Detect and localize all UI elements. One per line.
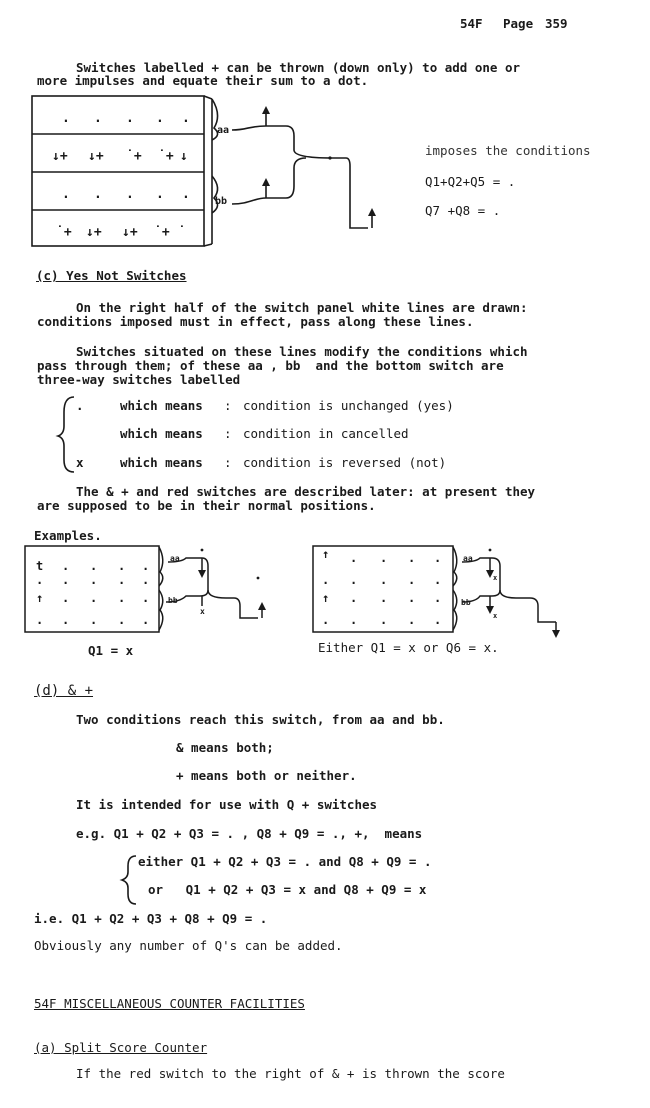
- svg-text:.: .: [380, 573, 388, 587]
- panel1-cell: .: [62, 187, 70, 202]
- panel1-condition-1: Q1+Q2+Q5 = .: [425, 174, 516, 189]
- yes-not-p2-line-3: three-way switches labelled: [37, 372, 241, 387]
- panel1-cell: .: [94, 187, 102, 202]
- option-symbol-not: x: [76, 455, 84, 470]
- intro-line-2: more impulses and equate their sum to a dot.: [37, 73, 369, 88]
- svg-text:.: .: [408, 573, 416, 587]
- misc-line: If the red switch to the right of & + is thrown the score: [76, 1066, 505, 1081]
- and-plus-ie: i.e. Q1 + Q2 + Q3 + Q8 + Q9 = .: [34, 911, 268, 926]
- svg-text:.: .: [350, 573, 358, 587]
- panel1-cell: ˙+: [126, 149, 142, 164]
- misc-heading: 54F MISCELLANEOUS COUNTER FACILITIES: [34, 996, 305, 1011]
- svg-text:.: .: [350, 613, 358, 627]
- panel1-caption: imposes the conditions: [425, 143, 591, 158]
- section-d-heading: (d) & +: [34, 683, 94, 699]
- option-means-yes: which means: [120, 398, 203, 413]
- svg-text:aa: aa: [463, 554, 473, 563]
- panel1-cell: ↓+: [88, 149, 104, 164]
- and-plus-obviously: Obviously any number of Q's can be added.: [34, 938, 343, 953]
- svg-text:.: .: [62, 573, 70, 587]
- page-label: Page: [503, 16, 534, 31]
- option-symbol-yes: .: [76, 398, 84, 413]
- example-right-caption: Either Q1 = x or Q6 = x.: [318, 640, 499, 655]
- svg-text:bb: bb: [461, 598, 471, 607]
- yes-not-p2-line-2: pass through them; of these aa , bb and the bottom switch are: [37, 358, 504, 373]
- section-number: 54F: [460, 16, 483, 31]
- svg-text:.: .: [350, 591, 358, 605]
- svg-text:.: .: [62, 591, 70, 605]
- panel1-cell: ˙: [178, 225, 186, 240]
- option-means-not: which means: [120, 455, 203, 470]
- example-left-caption: Q1 = x: [88, 643, 134, 658]
- yes-not-p3-line-1: The & + and red switches are described later: at present they: [76, 484, 536, 499]
- svg-text:x: x: [493, 612, 498, 620]
- panel1-condition-2: Q7 +Q8 = .: [425, 203, 501, 218]
- svg-text:.: .: [408, 591, 416, 605]
- svg-text:.: .: [434, 591, 442, 605]
- yes-not-p3-line-2: are supposed to be in their normal positions.: [37, 498, 376, 513]
- svg-text:.: .: [36, 613, 44, 627]
- panel1-cell: .: [182, 111, 190, 126]
- panel1-cell: ↓+: [122, 225, 138, 240]
- svg-text:.: .: [408, 551, 416, 565]
- svg-text:.: .: [434, 613, 442, 627]
- svg-text:.: .: [380, 591, 388, 605]
- svg-text:x: x: [200, 607, 205, 616]
- intro-line-1: Switches labelled + can be thrown (down only) to add one or: [76, 60, 521, 75]
- svg-text:t: t: [36, 559, 44, 573]
- panel1-cell: .: [126, 187, 134, 202]
- yes-not-p1-line-1: On the right half of the switch panel white lines are drawn:: [76, 300, 528, 315]
- and-plus-or: or Q1 + Q2 + Q3 = x and Q8 + Q9 = x: [148, 882, 427, 897]
- misc-subheading: (a) Split Score Counter: [34, 1040, 208, 1055]
- panel1-cell: ˙+: [154, 225, 170, 240]
- svg-text:.: .: [118, 559, 126, 573]
- svg-text:↑: ↑: [322, 547, 330, 561]
- svg-text:.: .: [350, 551, 358, 565]
- svg-text:.: .: [36, 573, 44, 587]
- panel1-cell: .: [94, 111, 102, 126]
- svg-text:.: .: [380, 613, 388, 627]
- svg-text:bb: bb: [168, 596, 178, 605]
- yes-not-p1-line-2: conditions imposed must in effect, pass along these lines.: [37, 314, 474, 329]
- and-plus-eg: e.g. Q1 + Q2 + Q3 = . , Q8 + Q9 = ., +, means: [76, 826, 423, 841]
- panel1-cell: .: [156, 187, 164, 202]
- svg-text:.: .: [380, 551, 388, 565]
- svg-text:.: .: [62, 559, 70, 573]
- svg-text:.: .: [90, 559, 98, 573]
- svg-text:.: .: [118, 591, 126, 605]
- panel1-cell: .: [156, 111, 164, 126]
- option-text-yes: condition is unchanged (yes): [243, 398, 454, 413]
- svg-text:.: .: [322, 613, 330, 627]
- svg-text:↑: ↑: [322, 591, 330, 605]
- svg-text:.: .: [90, 591, 98, 605]
- and-plus-both: & means both;: [176, 740, 274, 755]
- svg-text:aa: aa: [170, 554, 180, 563]
- svg-text:.: .: [142, 559, 150, 573]
- panel1-cell: ↓: [180, 149, 188, 164]
- and-plus-either: either Q1 + Q2 + Q3 = . and Q8 + Q9 = .: [138, 854, 432, 869]
- section-c-heading: (c) Yes Not Switches: [36, 268, 187, 283]
- panel1-cell: ↓+: [86, 225, 102, 240]
- label-bb: bb: [215, 196, 228, 207]
- label-aa: aa: [217, 125, 230, 136]
- yes-not-p2-line-1: Switches situated on these lines modify the conditions which: [76, 344, 528, 359]
- option-text-not: condition is reversed (not): [243, 455, 447, 470]
- svg-text:.: .: [408, 613, 416, 627]
- svg-text:.: .: [322, 573, 330, 587]
- svg-text:.: .: [434, 573, 442, 587]
- option-sep-not: :: [224, 455, 232, 470]
- panel1-cell: .: [126, 111, 134, 126]
- svg-text:.: .: [142, 591, 150, 605]
- panel1-cell: ˙+: [158, 149, 174, 164]
- examples-heading: Examples.: [34, 528, 102, 543]
- option-sep-cancel: :: [224, 426, 232, 441]
- svg-text:.: .: [90, 573, 98, 587]
- svg-text:↑: ↑: [36, 591, 44, 605]
- svg-text:.: .: [90, 613, 98, 627]
- svg-text:.: .: [434, 551, 442, 565]
- panel1-cell: ↓+: [52, 149, 68, 164]
- svg-text:.: .: [62, 613, 70, 627]
- and-plus-line-1: Two conditions reach this switch, from aa and bb.: [76, 712, 445, 727]
- and-plus-intended: It is intended for use with Q + switches: [76, 797, 378, 812]
- panel1-cell: .: [62, 111, 70, 126]
- option-text-cancel: condition in cancelled: [243, 426, 409, 441]
- svg-text:x: x: [493, 574, 498, 582]
- panel1-cell: ˙+: [56, 225, 72, 240]
- svg-text:.: .: [142, 573, 150, 587]
- page-number: 359: [545, 16, 568, 31]
- option-sep-yes: :: [224, 398, 232, 413]
- option-means-cancel: which means: [120, 426, 203, 441]
- svg-text:.: .: [118, 613, 126, 627]
- svg-text:.: .: [118, 573, 126, 587]
- panel1-cell: .: [182, 187, 190, 202]
- and-plus-both-or-neither: + means both or neither.: [176, 768, 357, 783]
- svg-text:.: .: [142, 613, 150, 627]
